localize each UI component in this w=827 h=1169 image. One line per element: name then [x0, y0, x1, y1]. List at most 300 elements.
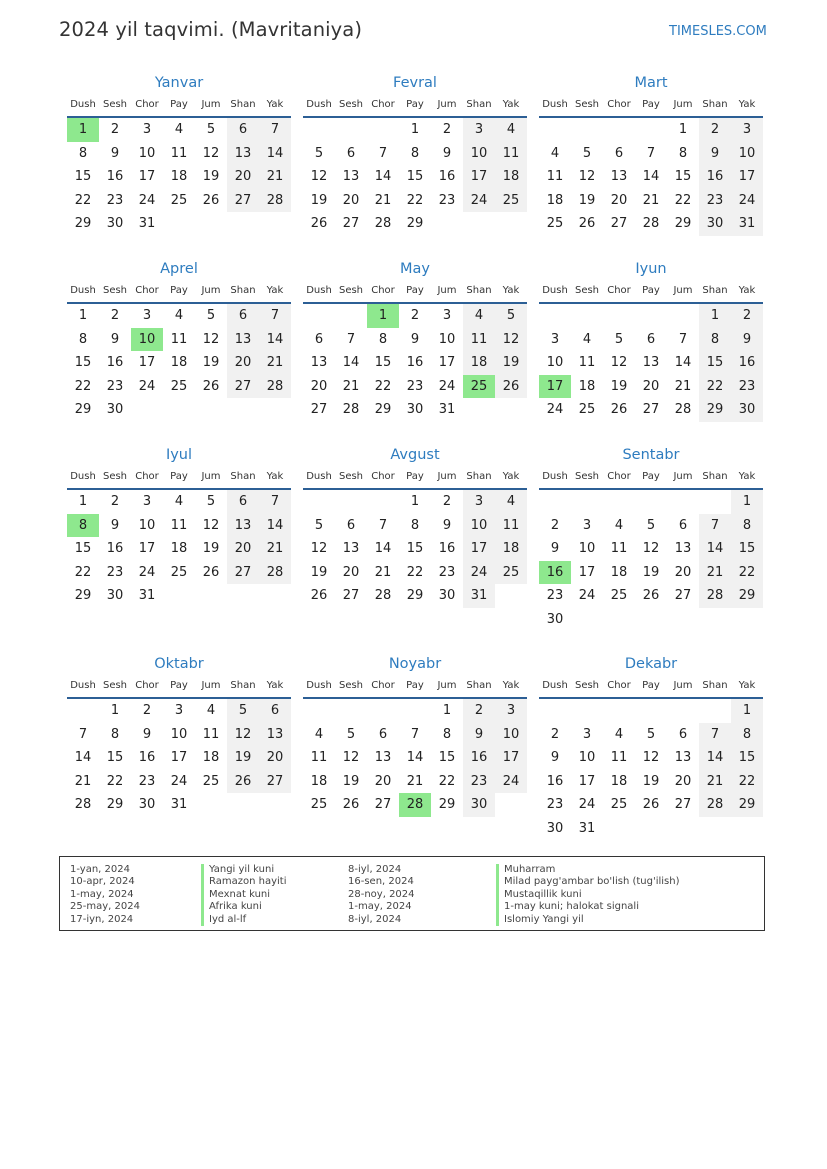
day-cell: 13: [642, 355, 660, 370]
day-cell: 27: [374, 797, 392, 812]
holiday-day-cell: 10: [131, 328, 163, 352]
day-cell: 9: [142, 726, 152, 742]
weekday-label: Yak: [266, 99, 284, 110]
weekday-label: Chor: [371, 99, 395, 110]
day-cell: 16: [731, 351, 763, 375]
day-cell: 16: [106, 541, 124, 556]
day-cell: 21: [374, 192, 392, 208]
weekday-label: Yak: [266, 471, 284, 482]
weekday-label: Shan: [702, 285, 728, 296]
day-cell: 10: [138, 145, 156, 161]
holiday-day-cell: 28: [399, 793, 431, 817]
empty-cell: [163, 584, 195, 608]
month-name: Fevral: [393, 75, 437, 91]
month-0: [67, 72, 291, 236]
week-row: [303, 537, 527, 561]
day-cell: 5: [346, 726, 356, 742]
day-cell: 30: [106, 402, 124, 417]
holiday-day-cell: 8: [67, 514, 99, 538]
empty-cell: [635, 490, 667, 514]
day-cell: 21: [374, 564, 392, 580]
day-cell: 29: [406, 216, 424, 231]
weekday-label: Sesh: [338, 680, 364, 691]
day-cell: 20: [674, 773, 692, 789]
day-cell: 22: [106, 773, 124, 789]
day-cell: 22: [74, 192, 92, 208]
day-cell: 4: [614, 726, 624, 742]
weekday-label: Jum: [673, 285, 693, 296]
day-cell: 29: [731, 793, 763, 817]
day-cell: 21: [642, 192, 660, 208]
day-cell: 19: [610, 378, 628, 394]
weekday-label: Jum: [437, 99, 457, 110]
day-cell: 7: [259, 304, 291, 328]
legend-date: 10-apr, 2024: [70, 876, 135, 888]
day-cell: 28: [342, 402, 360, 417]
week-row: [67, 537, 291, 561]
day-cell: 15: [74, 355, 92, 370]
empty-cell: [367, 490, 399, 514]
empty-cell: [635, 304, 667, 328]
day-cell: 19: [495, 351, 527, 375]
day-cell: 11: [310, 750, 328, 765]
weekday-label: Dush: [70, 471, 96, 482]
day-cell: 23: [106, 378, 124, 394]
day-cell: 24: [138, 192, 156, 208]
day-cell: 24: [731, 189, 763, 213]
day-cell: 9: [550, 750, 560, 765]
empty-cell: [699, 699, 731, 723]
empty-cell: [667, 608, 699, 632]
weekday-label: Shan: [702, 471, 728, 482]
week-row: [303, 793, 527, 817]
day-cell: 11: [546, 169, 564, 184]
day-cell: 22: [699, 375, 731, 399]
day-cell: 30: [463, 793, 495, 817]
day-cell: 24: [463, 561, 495, 585]
day-cell: 25: [170, 378, 188, 394]
day-cell: 28: [374, 216, 392, 231]
month-name: Avgust: [390, 447, 440, 463]
month-7: [303, 444, 527, 608]
week-row: [303, 212, 527, 236]
day-cell: 4: [463, 304, 495, 328]
day-cell: 18: [310, 773, 328, 789]
day-cell: 7: [699, 514, 731, 538]
day-cell: 11: [170, 517, 188, 533]
empty-cell: [195, 212, 227, 236]
weekday-label: Dush: [306, 471, 332, 482]
week-row: [303, 699, 527, 723]
weekday-label: Jum: [437, 680, 457, 691]
weekday-label: Pay: [406, 285, 424, 296]
month-name: May: [400, 261, 430, 277]
empty-cell: [603, 817, 635, 841]
day-cell: 4: [495, 490, 527, 514]
day-cell: 5: [206, 122, 216, 137]
empty-cell: [699, 608, 731, 632]
day-cell: 31: [731, 212, 763, 236]
day-cell: 29: [74, 402, 92, 417]
day-cell: 18: [495, 165, 527, 189]
day-cell: 15: [406, 169, 424, 184]
day-cell: 25: [578, 402, 596, 417]
day-cell: 24: [463, 189, 495, 213]
week-row: [67, 561, 291, 585]
day-cell: 15: [674, 169, 692, 184]
legend-date: 8-iyl, 2024: [348, 913, 402, 925]
weekday-header: [539, 94, 763, 118]
day-cell: 10: [731, 142, 763, 166]
day-cell: 8: [731, 514, 763, 538]
month-9: [67, 653, 291, 817]
day-cell: 11: [578, 355, 596, 370]
month-1: [303, 72, 527, 236]
day-cell: 8: [410, 517, 420, 533]
day-cell: 1: [410, 122, 420, 137]
day-cell: 14: [374, 169, 392, 184]
weekday-label: Shan: [466, 285, 492, 296]
day-cell: 26: [227, 770, 259, 794]
legend-holiday-name: Islomiy Yangi yil: [496, 914, 680, 926]
day-cell: 14: [406, 750, 424, 765]
day-cell: 14: [374, 541, 392, 556]
weekday-header: [303, 280, 527, 304]
day-cell: 23: [106, 192, 124, 208]
day-cell: 21: [259, 165, 291, 189]
day-cell: 17: [578, 773, 596, 789]
day-cell: 18: [610, 564, 628, 580]
day-cell: 17: [578, 564, 596, 580]
weekday-label: Pay: [642, 285, 660, 296]
day-cell: 24: [578, 588, 596, 603]
day-cell: 21: [259, 537, 291, 561]
month-5: [539, 258, 763, 422]
day-cell: 26: [495, 375, 527, 399]
day-cell: 1: [442, 703, 452, 718]
empty-cell: [227, 212, 259, 236]
day-cell: 13: [227, 328, 259, 352]
week-row: [539, 608, 763, 632]
legend-date: 1-may, 2024: [70, 888, 134, 900]
week-row: [539, 351, 763, 375]
empty-cell: [571, 490, 603, 514]
day-cell: 17: [731, 165, 763, 189]
day-cell: 27: [227, 189, 259, 213]
weekday-label: Pay: [170, 680, 188, 691]
day-cell: 30: [438, 588, 456, 603]
weekday-label: Sesh: [102, 99, 128, 110]
empty-cell: [335, 304, 367, 328]
day-cell: 12: [342, 750, 360, 765]
day-cell: 24: [138, 378, 156, 394]
day-cell: 8: [378, 331, 388, 347]
day-cell: 28: [674, 402, 692, 417]
day-cell: 27: [674, 588, 692, 603]
day-cell: 18: [546, 192, 564, 208]
day-cell: 19: [202, 169, 220, 184]
empty-cell: [495, 212, 527, 236]
weekday-label: Shan: [702, 99, 728, 110]
day-cell: 16: [463, 746, 495, 770]
day-cell: 28: [259, 561, 291, 585]
day-cell: 17: [138, 355, 156, 370]
empty-cell: [303, 304, 335, 328]
day-cell: 12: [642, 750, 660, 765]
empty-cell: [259, 584, 291, 608]
day-cell: 6: [227, 304, 259, 328]
day-cell: 5: [646, 517, 656, 533]
empty-cell: [667, 699, 699, 723]
day-cell: 9: [550, 541, 560, 556]
weekday-label: Chor: [371, 471, 395, 482]
day-cell: 14: [259, 328, 291, 352]
weekday-label: Pay: [642, 680, 660, 691]
day-cell: 3: [142, 308, 152, 323]
day-cell: 16: [438, 169, 456, 184]
day-cell: 19: [202, 355, 220, 370]
day-cell: 2: [550, 517, 560, 533]
week-row: [539, 490, 763, 514]
day-cell: 2: [550, 726, 560, 742]
day-cell: 2: [442, 494, 452, 509]
day-cell: 23: [138, 773, 156, 789]
weekday-label: Chor: [135, 471, 159, 482]
day-cell: 13: [674, 750, 692, 765]
weekday-label: Yak: [738, 99, 756, 110]
day-cell: 26: [202, 378, 220, 394]
holiday-day-cell: 1: [367, 304, 399, 328]
week-row: [303, 490, 527, 514]
empty-cell: [699, 490, 731, 514]
day-cell: 29: [406, 588, 424, 603]
month-name: Mart: [634, 75, 668, 91]
day-cell: 31: [170, 797, 188, 812]
day-cell: 12: [310, 169, 328, 184]
empty-cell: [731, 608, 763, 632]
week-row: [539, 328, 763, 352]
day-cell: 9: [442, 517, 452, 533]
day-cell: 4: [174, 494, 184, 509]
weekday-label: Chor: [607, 285, 631, 296]
day-cell: 16: [438, 541, 456, 556]
day-cell: 4: [495, 118, 527, 142]
day-cell: 28: [699, 584, 731, 608]
day-cell: 29: [74, 216, 92, 231]
legend-holiday-name: Iyd al-lf: [201, 914, 286, 926]
empty-cell: [731, 817, 763, 841]
day-cell: 3: [495, 699, 527, 723]
day-cell: 4: [614, 517, 624, 533]
day-cell: 23: [546, 588, 564, 603]
day-cell: 8: [699, 328, 731, 352]
empty-cell: [667, 817, 699, 841]
weekday-label: Pay: [406, 99, 424, 110]
day-cell: 3: [463, 490, 495, 514]
day-cell: 18: [463, 351, 495, 375]
week-row: [303, 351, 527, 375]
week-row: [539, 561, 763, 585]
day-cell: 8: [78, 331, 88, 347]
day-cell: 30: [406, 402, 424, 417]
month-name: Dekabr: [624, 656, 678, 672]
empty-cell: [163, 212, 195, 236]
day-cell: 3: [174, 703, 184, 718]
day-cell: 25: [610, 797, 628, 812]
weekday-label: Jum: [673, 471, 693, 482]
day-cell: 14: [699, 537, 731, 561]
brand-link[interactable]: TIMESLES.COM: [669, 24, 767, 39]
day-cell: 3: [142, 494, 152, 509]
day-cell: 22: [406, 192, 424, 208]
legend-holiday-name: Milad payg'ambar bo'lish (tug'ilish): [496, 876, 680, 888]
day-cell: 6: [678, 726, 688, 742]
weekday-label: Dush: [542, 285, 568, 296]
legend-holiday-name: 1-may kuni; halokat signali: [496, 901, 680, 913]
weekday-label: Jum: [201, 285, 221, 296]
week-row: [539, 304, 763, 328]
day-cell: 17: [138, 169, 156, 184]
weekday-label: Dush: [306, 680, 332, 691]
legend-date: 28-noy, 2024: [348, 888, 415, 900]
week-row: [539, 793, 763, 817]
empty-cell: [603, 490, 635, 514]
empty-cell: [495, 584, 527, 608]
day-cell: 27: [674, 797, 692, 812]
day-cell: 1: [731, 699, 763, 723]
weekday-label: Yak: [738, 471, 756, 482]
week-row: [539, 398, 763, 422]
legend-holiday-name: Afrika kuni: [201, 901, 286, 913]
weekday-label: Dush: [70, 680, 96, 691]
week-row: [67, 375, 291, 399]
day-cell: 27: [642, 402, 660, 417]
day-cell: 9: [110, 517, 120, 533]
day-cell: 23: [106, 564, 124, 580]
weekday-label: Pay: [406, 680, 424, 691]
empty-cell: [335, 118, 367, 142]
day-cell: 20: [259, 746, 291, 770]
day-cell: 17: [463, 537, 495, 561]
day-cell: 19: [227, 746, 259, 770]
day-cell: 1: [678, 122, 688, 137]
week-row: [303, 514, 527, 538]
weekday-header: [303, 466, 527, 490]
weekday-label: Sesh: [338, 99, 364, 110]
month-8: [539, 444, 763, 631]
day-cell: 3: [582, 517, 592, 533]
day-cell: 7: [346, 331, 356, 347]
day-cell: 7: [259, 118, 291, 142]
week-row: [67, 490, 291, 514]
month-name: Oktabr: [154, 656, 204, 672]
day-cell: 6: [378, 726, 388, 742]
day-cell: 26: [202, 192, 220, 208]
day-cell: 21: [74, 773, 92, 789]
day-cell: 12: [310, 541, 328, 556]
week-row: [539, 375, 763, 399]
weekday-label: Jum: [673, 99, 693, 110]
day-cell: 11: [495, 514, 527, 538]
month-11: [539, 653, 763, 840]
empty-cell: [571, 608, 603, 632]
week-row: [303, 165, 527, 189]
day-cell: 7: [378, 145, 388, 161]
week-row: [539, 537, 763, 561]
weekday-label: Shan: [702, 680, 728, 691]
day-cell: 7: [410, 726, 420, 742]
day-cell: 9: [110, 145, 120, 161]
weekday-label: Yak: [266, 285, 284, 296]
weekday-label: Jum: [437, 471, 457, 482]
day-cell: 1: [78, 494, 88, 509]
week-row: [539, 699, 763, 723]
weekday-label: Jum: [201, 471, 221, 482]
day-cell: 27: [342, 216, 360, 231]
empty-cell: [303, 490, 335, 514]
day-cell: 21: [342, 378, 360, 394]
week-row: [539, 746, 763, 770]
week-row: [539, 584, 763, 608]
day-cell: 20: [227, 351, 259, 375]
week-row: [303, 189, 527, 213]
weekday-label: Sesh: [102, 285, 128, 296]
day-cell: 13: [374, 750, 392, 765]
week-row: [303, 142, 527, 166]
empty-cell: [259, 793, 291, 817]
weekday-label: Chor: [135, 285, 159, 296]
day-cell: 7: [699, 723, 731, 747]
day-cell: 15: [699, 351, 731, 375]
day-cell: 5: [227, 699, 259, 723]
weekday-label: Sesh: [102, 680, 128, 691]
weekday-label: Shan: [466, 471, 492, 482]
day-cell: 29: [731, 584, 763, 608]
day-cell: 15: [74, 169, 92, 184]
weekday-label: Shan: [230, 99, 256, 110]
weekday-label: Yak: [502, 680, 520, 691]
day-cell: 17: [463, 165, 495, 189]
empty-cell: [539, 490, 571, 514]
day-cell: 10: [170, 726, 188, 742]
day-cell: 25: [495, 561, 527, 585]
weekday-label: Jum: [201, 99, 221, 110]
day-cell: 10: [138, 517, 156, 533]
week-row: [67, 304, 291, 328]
day-cell: 21: [674, 378, 692, 394]
day-cell: 15: [106, 750, 124, 765]
day-cell: 10: [495, 723, 527, 747]
day-cell: 10: [578, 541, 596, 556]
week-row: [67, 398, 291, 422]
day-cell: 30: [731, 398, 763, 422]
day-cell: 25: [170, 564, 188, 580]
day-cell: 28: [74, 797, 92, 812]
empty-cell: [227, 584, 259, 608]
day-cell: 17: [138, 541, 156, 556]
day-cell: 26: [578, 216, 596, 231]
empty-cell: [131, 398, 163, 422]
weekday-label: Sesh: [338, 285, 364, 296]
empty-cell: [571, 118, 603, 142]
weekday-label: Shan: [230, 471, 256, 482]
day-cell: 8: [678, 145, 688, 161]
day-cell: 2: [463, 699, 495, 723]
day-cell: 19: [310, 192, 328, 208]
weekday-label: Pay: [642, 471, 660, 482]
weekday-header: [303, 94, 527, 118]
weekday-label: Sesh: [102, 471, 128, 482]
